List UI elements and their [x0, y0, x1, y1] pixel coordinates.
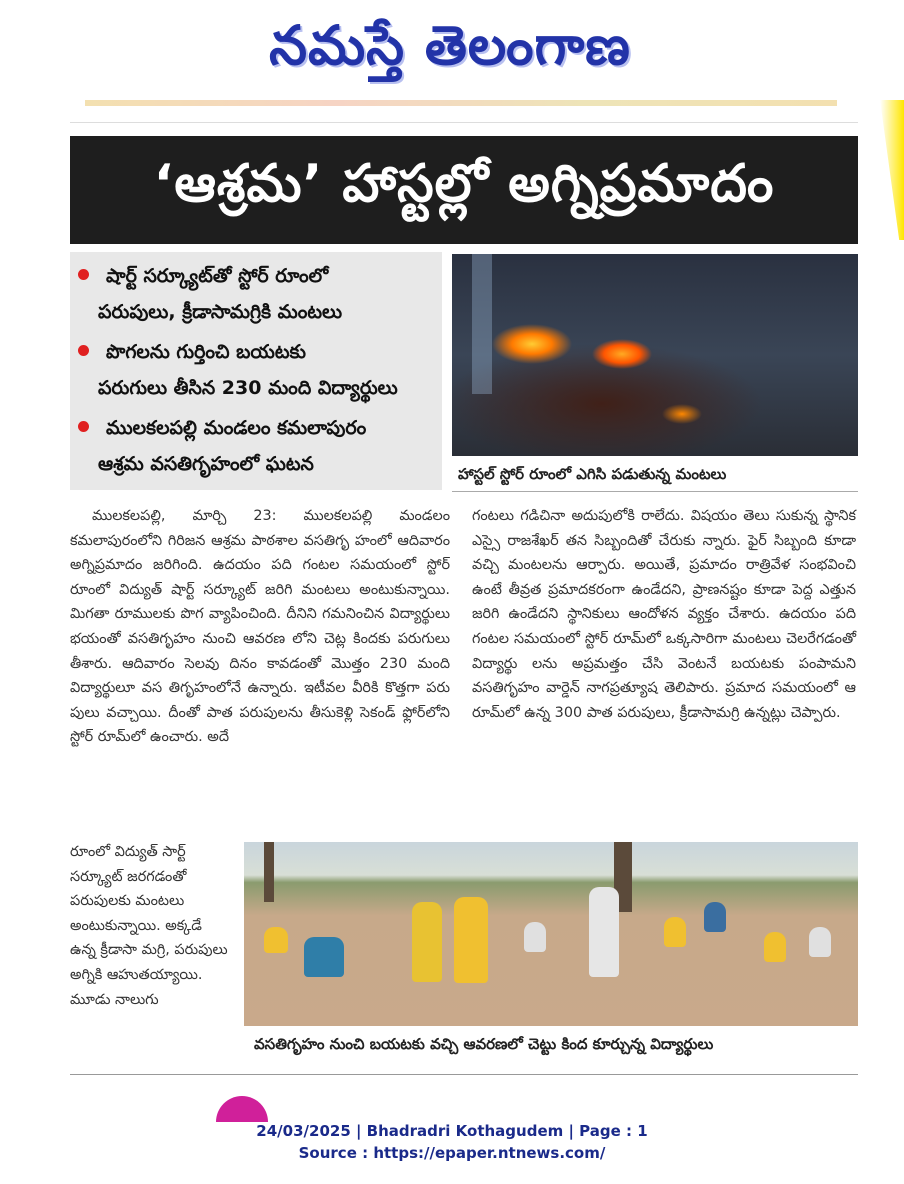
highlight-line: ములకలపల్లి మండలం కమలాపురం	[106, 417, 367, 439]
highlight-line: షార్ట్ సర్క్యూట్‌తో స్టోర్ రూంలో	[106, 265, 329, 287]
photo-student	[589, 887, 619, 977]
photo-student	[764, 932, 786, 962]
students-photo	[244, 842, 858, 1026]
footer-date-edition: 24/03/2025 | Bhadradri Kothagudem | Page : 1	[256, 1122, 648, 1140]
bullet-dot-icon	[78, 345, 89, 356]
highlight-line: ఆశ్రమ వసతిగృహంలో ఘటన	[98, 453, 314, 475]
highlight-line: పరుపులు, క్రీడాసామగ్రికి మంటలు	[98, 301, 343, 323]
photo-student	[809, 927, 831, 957]
article-paragraph: ములకలపల్లి, మార్చి 23: ములకలపల్లి మండలం కమలాపురంలోని గిరిజన ఆశ్రమ పాఠశాల వసతిగృ హంలో ఆదివారం అగ్నిప్రమాదం జరిగింది. ఉదయం పది గంటల సమయంలో స్టోర్ రూంలో విద్యుత్ షార్ట్ సర్క్యూట్ జరిగి మంటలు అంటుకున్నాయి. మిగతా రూములకు పొగ వ్యాపించింది. దీనిని గమనించిన విద్యార్థులు భయంతో వసతిగృహం నుంచి ఆవరణ లోని చెట్ల కిందకు పరుగులు తీశారు. ఆదివారం సెలవు దినం కావడంతో మొత్తం 230 మంది విద్యార్థులూ వస తిగృహంలోనే ఉన్నారు. ఇటీవల వీరికి కొత్తగా పరు పులు వచ్చాయి. దీంతో పాత పరుపులను తీసుకెళ్లి సెకండ్ ఫ్లోర్‌లోని స్టోర్ రూమ్‌లో ఉంచారు. అదే	[70, 508, 450, 746]
page-edge-decoration	[880, 100, 904, 240]
students-photo-caption: వసతిగృహం నుంచి బయటకు వచ్చి ఆవరణలో చెట్టు కింద కూర్చున్న విద్యార్థులు	[254, 1035, 714, 1053]
footer-source: Source : https://epaper.ntnews.com/	[298, 1144, 606, 1162]
highlight-line: పొగలను గుర్తించి బయటకు	[106, 341, 306, 363]
photo-tree	[264, 842, 274, 902]
article-column-2	[472, 504, 856, 725]
partial-ad-graphic	[216, 1096, 268, 1122]
bullet-dot-icon	[78, 269, 89, 280]
highlight-item	[70, 410, 442, 482]
highlights-box	[70, 252, 442, 490]
page-footer	[0, 1120, 904, 1164]
photo-student	[664, 917, 686, 947]
bottom-divider	[70, 1074, 858, 1075]
highlight-item	[70, 258, 442, 330]
photo-wall	[472, 254, 492, 394]
photo-student	[264, 927, 288, 953]
photo-student	[524, 922, 546, 952]
photo-student	[412, 902, 442, 982]
fire-photo-caption: హాస్టల్ స్టోర్ రూంలో ఎగిసి పడుతున్న మంటలు	[452, 456, 858, 492]
photo-student	[304, 937, 344, 977]
headline: ‘ఆశ్రమ’ హాస్టల్లో అగ్నిప్రమాదం	[70, 136, 858, 244]
bullet-dot-icon	[78, 421, 89, 432]
article-paragraph: గంటలు గడిచినా అదుపులోకి రాలేదు. విషయం తెలు సుకున్న స్థానిక ఎస్సై రాజశేఖర్ తన సిబ్బందితో చేరుకు న్నారు. ఫైర్ సిబ్బంది కూడా వచ్చి మంటలను ఆర్పారు. అయితే, ప్రమాదం రాత్రివేళ సంభవించి ఉంటే తీవ్రత ప్రమాదకరంగా ఉండేదని, ప్రాణనష్టం కూడా పెద్ద ఎత్తున జరిగి ఉండేదని స్థానికులు ఆందోళన వ్యక్తం చేశారు. ఉదయం పది గంటల సమయంలో స్టోర్ రూమ్‌లో ఒక్కసారిగా మంటలు చెలరేగడంతో విద్యార్థు లను అప్రమత్తం చేసి వెంటనే బయటకు పంపామని వసతిగృహం వార్డెన్ నాగప్రత్యూష తెలిపారు. ప్రమాద సమయంలో ఆ రూమ్‌లో ఉన్న 300 పాత పరుపులు, క్రీడాసామగ్రి ఉన్నట్లు చెప్పారు.	[472, 508, 856, 721]
article-column-1	[70, 504, 450, 750]
highlight-item	[70, 334, 442, 406]
article-paragraph: రూంలో విద్యుత్ సార్ట్ సర్క్యూట్ జరగడంతో పరుపులకు మంటలు అంటుకున్నాయి. అక్కడే ఉన్న క్రీడాసా మగ్రి, పరుపులు అగ్నికి ఆహుతయ్యాయి. మూడు నాలుగు	[70, 844, 228, 1008]
photo-student	[454, 897, 488, 983]
article-column-1-continued	[70, 840, 230, 1012]
masthead-logo: నమస్తే తెలంగాణ	[269, 14, 631, 77]
photo-student	[704, 902, 726, 932]
masthead-color-strip	[85, 100, 837, 106]
highlight-line: పరుగులు తీసిన 230 మంది విద్యార్థులు	[98, 377, 398, 399]
fire-photo	[452, 254, 858, 456]
